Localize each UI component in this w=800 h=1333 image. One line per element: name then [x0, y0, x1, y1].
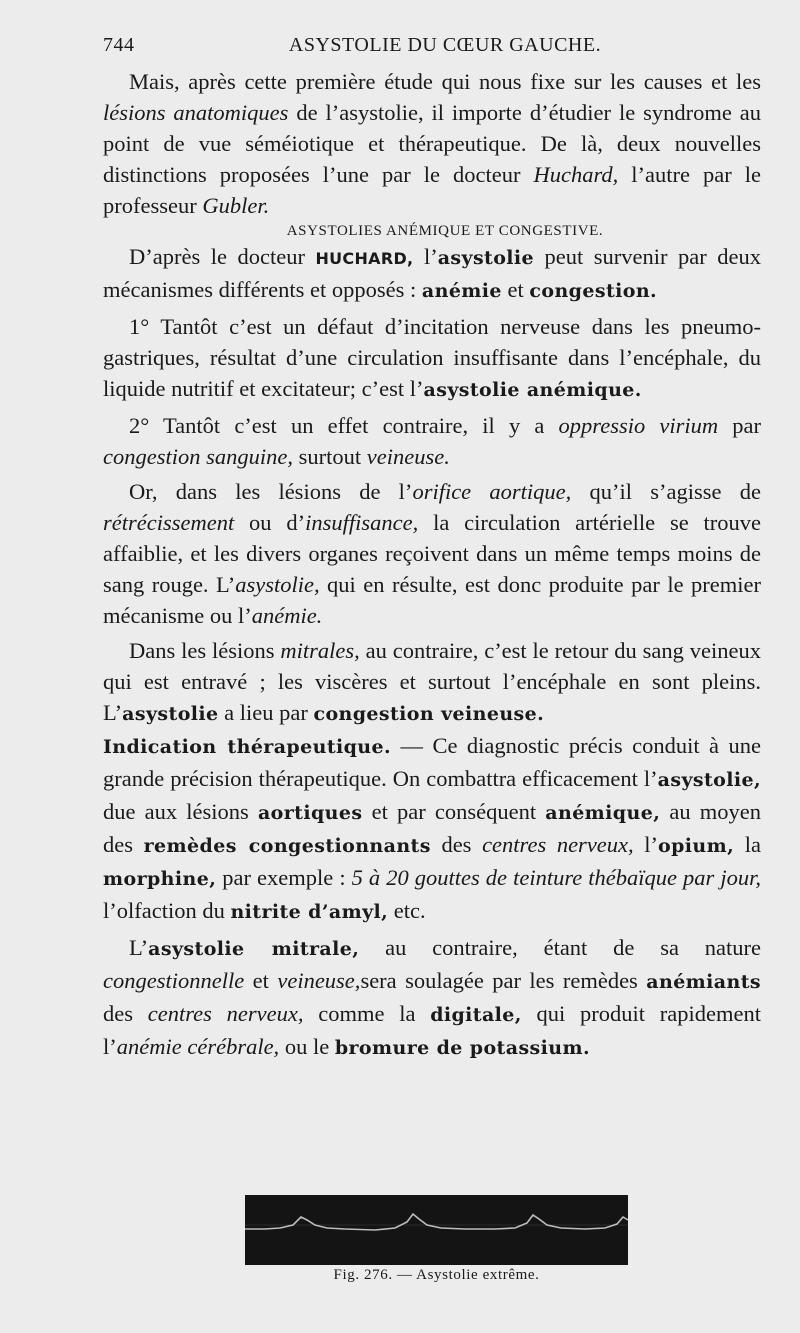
paragraph-huchard: D’après le docteur HUCHARD, l’asystolie peut survenir par deux mécanismes différents et opposés : anémie et congestion.: [103, 244, 762, 302]
sphygmogram-figure: [245, 1195, 628, 1265]
pulse-tracing-image: [245, 1195, 628, 1265]
paragraph-aortic: Or, dans les lésions de l’orifice aortique, qu’il s’agisse de rétrécissement ou d’insuffisance, la circulation artérielle se trouve affaiblie, et les divers organes reçoivent dans un même temps moins de sang rouge. L’asystolie, qui en résulte, est donc produite par le premier mécanisme ou l’anémie.: [103, 479, 762, 628]
page-number: 744: [103, 34, 135, 56]
running-header: [103, 34, 763, 64]
paragraph-therapeutic: Indication thérapeutique. — Ce diagnostic précis conduit à une grande précision thérapeutique. On combattra efficacement l’asystolie, due aux lésions aortiques et par conséquent anémique, au moyen des remèdes congestionnants des centres nerveux, l’opium, la morphine, par exemple : 5 à 20 gouttes de teinture thébaïque par jour, l’olfaction du nitrite d’amyl, etc.: [103, 733, 761, 923]
paragraph-intro: Mais, après cette première étude qui nous fixe sur les causes et les lésions anatomiques de l’asystolie, il importe d’étudier le syndrome au point de vue séméiotique et thérapeutique. De là, deux nouvelles distinctions proposées l’une par le docteur Huchard, l’autre par le professeur Gubler.: [103, 69, 761, 218]
running-title: ASYSTOLIE DU CŒUR GAUCHE.: [288, 34, 602, 56]
body-text: [103, 66, 761, 1064]
section-subheading: ASYSTOLIES ANÉMIQUE ET CONGESTIVE.: [286, 223, 604, 239]
paragraph-first-case: 1° Tantôt c’est un défaut d’incitation nerveuse dans les pneumo-gastriques, résultat d’une circulation insuffisante dans l’encéphale, du liquide nutritif et excitateur; c’est l’asystolie anémique.: [103, 314, 761, 401]
paragraph-mitral-treatment: L’asystolie mitrale, au contraire, étant de sa nature congestionnelle et veineuse,sera soulagée par les remèdes anémiants des centres nerveux, comme la digitale, qui produit rapidement l’anémie cérébrale, ou le bromure de potassium.: [103, 935, 762, 1059]
paragraph-mitral: Dans les lésions mitrales, au contraire, c’est le retour du sang veineux qui est entravé ; les viscères et surtout l’encéphale en sont pleins. L’asystolie a lieu par congestion veineuse.: [103, 638, 761, 725]
figure-caption: Fig. 276. — Asystolie extrême.: [333, 1267, 540, 1283]
paragraph-second-case: 2° Tantôt c’est un effet contraire, il y a oppressio virium par congestion sanguine, surtout veineuse.: [103, 413, 761, 469]
